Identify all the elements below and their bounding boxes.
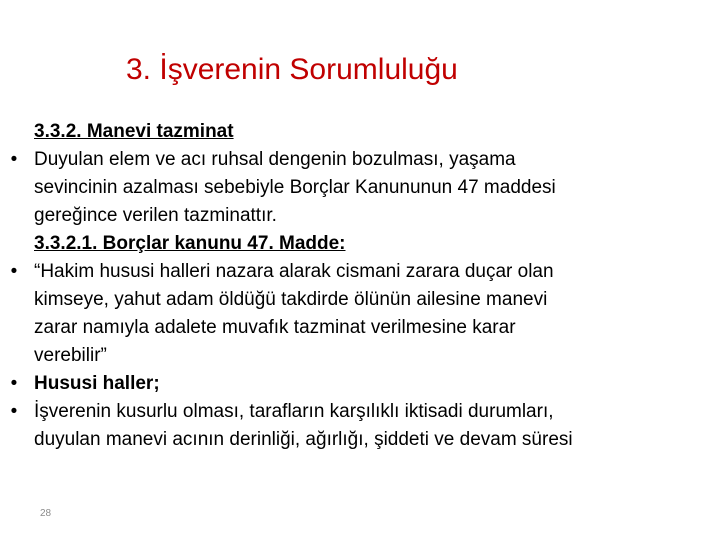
- paragraph-line: gereğince verilen tazminattır.: [34, 205, 277, 226]
- quote-line: [10, 258, 674, 286]
- bullet-icon: •: [10, 149, 18, 170]
- paragraph-line: [10, 398, 674, 426]
- paragraph-line: [10, 146, 674, 174]
- quote-line: verebilir”: [34, 345, 107, 366]
- heading-manevi-tazminat: 3.3.2. Manevi tazminat: [34, 121, 234, 142]
- page-number: 28: [40, 508, 52, 519]
- bullet-icon: •: [10, 373, 18, 394]
- paragraph-text: İşverenin kusurlu olması, tarafların karşılıklı iktisadi durumları,: [34, 401, 554, 422]
- paragraph-line: duyulan manevi acının derinliği, ağırlığı, şiddeti ve devam süresi: [34, 429, 573, 450]
- quote-text: “Hakim hususi halleri nazara alarak cismani zarara duçar olan: [34, 261, 554, 282]
- bullet-icon: •: [10, 401, 18, 422]
- slide-body: [10, 118, 674, 454]
- heading-borclar-kanunu: 3.3.2.1. Borçlar kanunu 47. Madde:: [34, 233, 346, 254]
- paragraph-line: sevincinin azalması sebebiyle Borçlar Kanununun 47 maddesi: [34, 177, 556, 198]
- quote-line: kimseye, yahut adam öldüğü takdirde ölünün ailesine manevi: [34, 289, 548, 310]
- slide-title: 3. İşverenin Sorumluluğu: [126, 53, 458, 86]
- hususi-haller-line: [10, 370, 674, 398]
- paragraph-text: Duyulan elem ve acı ruhsal dengenin bozulması, yaşama: [34, 149, 516, 170]
- quote-line: zarar namıyla adalete muvafık tazminat verilmesine karar: [34, 317, 516, 338]
- bullet-icon: •: [10, 261, 18, 282]
- hususi-haller-text: Hususi haller;: [34, 373, 160, 394]
